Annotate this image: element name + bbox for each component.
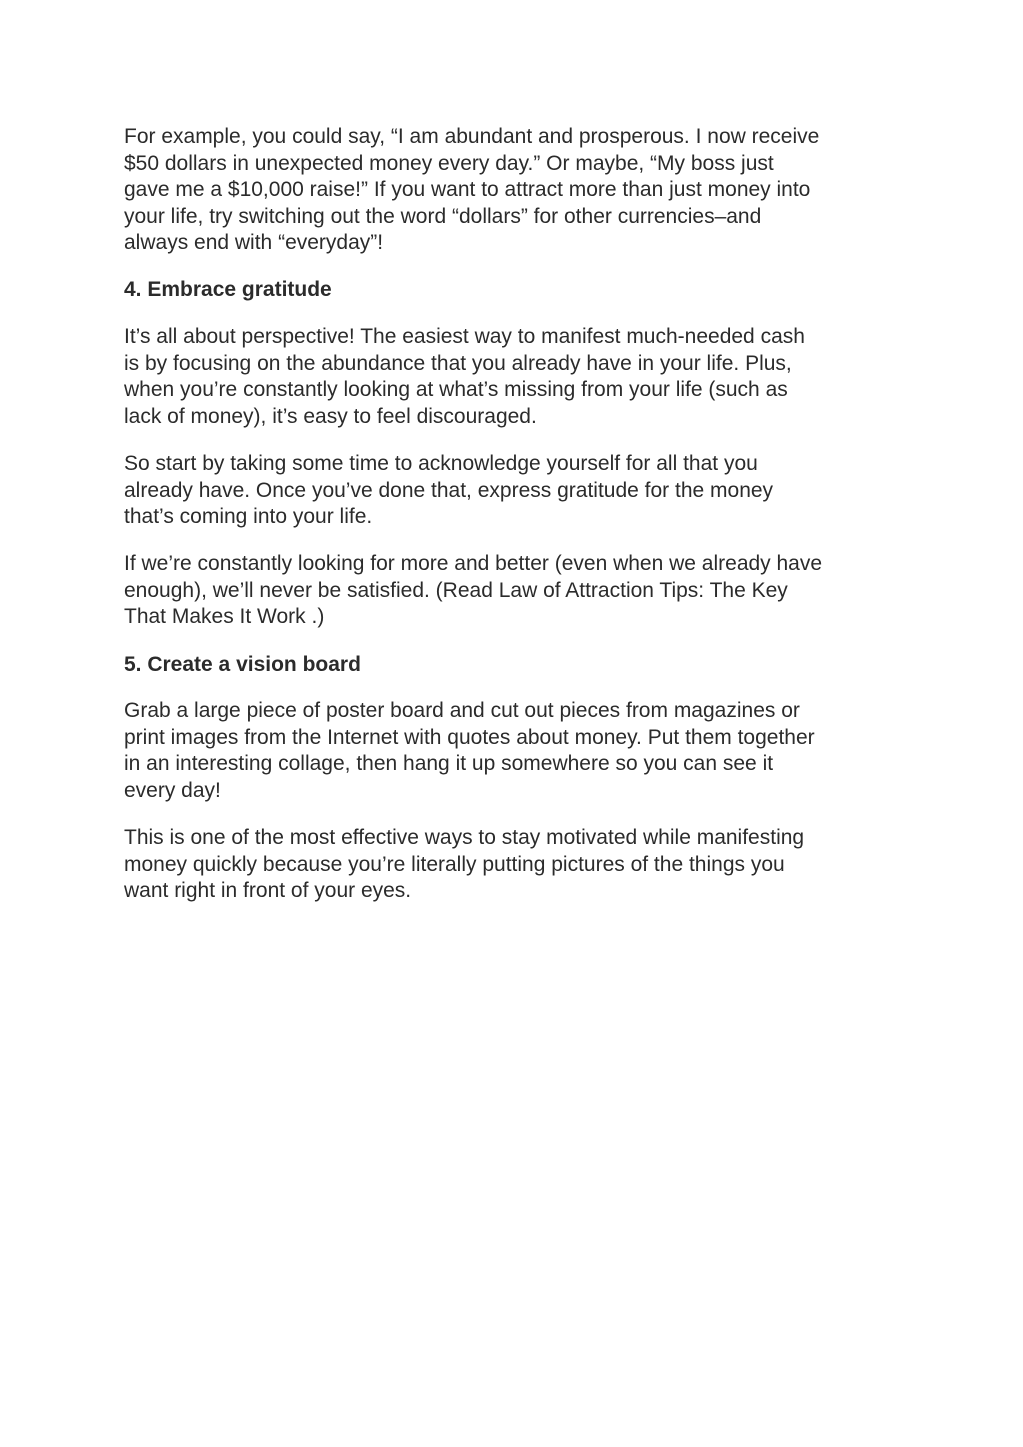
paragraph-poster-board: Grab a large piece of poster board and cut out pieces from magazines or print images from the Internet with quotes about money. Put them together in an interesting collage, then hang it up somewhere so you can see it every day! [124, 699, 815, 802]
heading-vision-board: 5. Create a vision board [124, 652, 361, 676]
paragraph-affirmation-example: For example, you could say, “I am abundant and prosperous. I now receive $50 dollars in unexpected money every day.” Or maybe, “My boss just gave me a $10,000 raise!” If you want to attract more than just money into your life, try switching out the word “dollars” for other currencies–and always end with “everyday”! [124, 125, 820, 255]
document-page [124, 124, 904, 925]
paragraph-effective-ways: This is one of the most effective ways to stay motivated while manifesting money quickly because you’re literally putting pictures of the things you want right in front of your eyes. [124, 825, 805, 903]
paragraph-never-satisfied: If we’re constantly looking for more and better (even when we already have enough), we’ll never be satisfied. (Read Law of Attraction Tips: The Key That Makes It Work .) [124, 552, 823, 629]
heading-embrace-gratitude: 4. Embrace gratitude [124, 278, 332, 302]
paragraph-acknowledge: So start by taking some time to acknowledge yourself for all that you already have. Once you’ve done that, express gratitude for the money that’s coming into your life. [124, 451, 774, 529]
paragraph-perspective: It’s all about perspective! The easiest way to manifest much-needed cash is by focusing on the abundance that you already have in your life. Plus, when you’re constantly looking at what’s missing from your life (such as lack of money), it’s easy to feel discouraged. [124, 325, 805, 428]
